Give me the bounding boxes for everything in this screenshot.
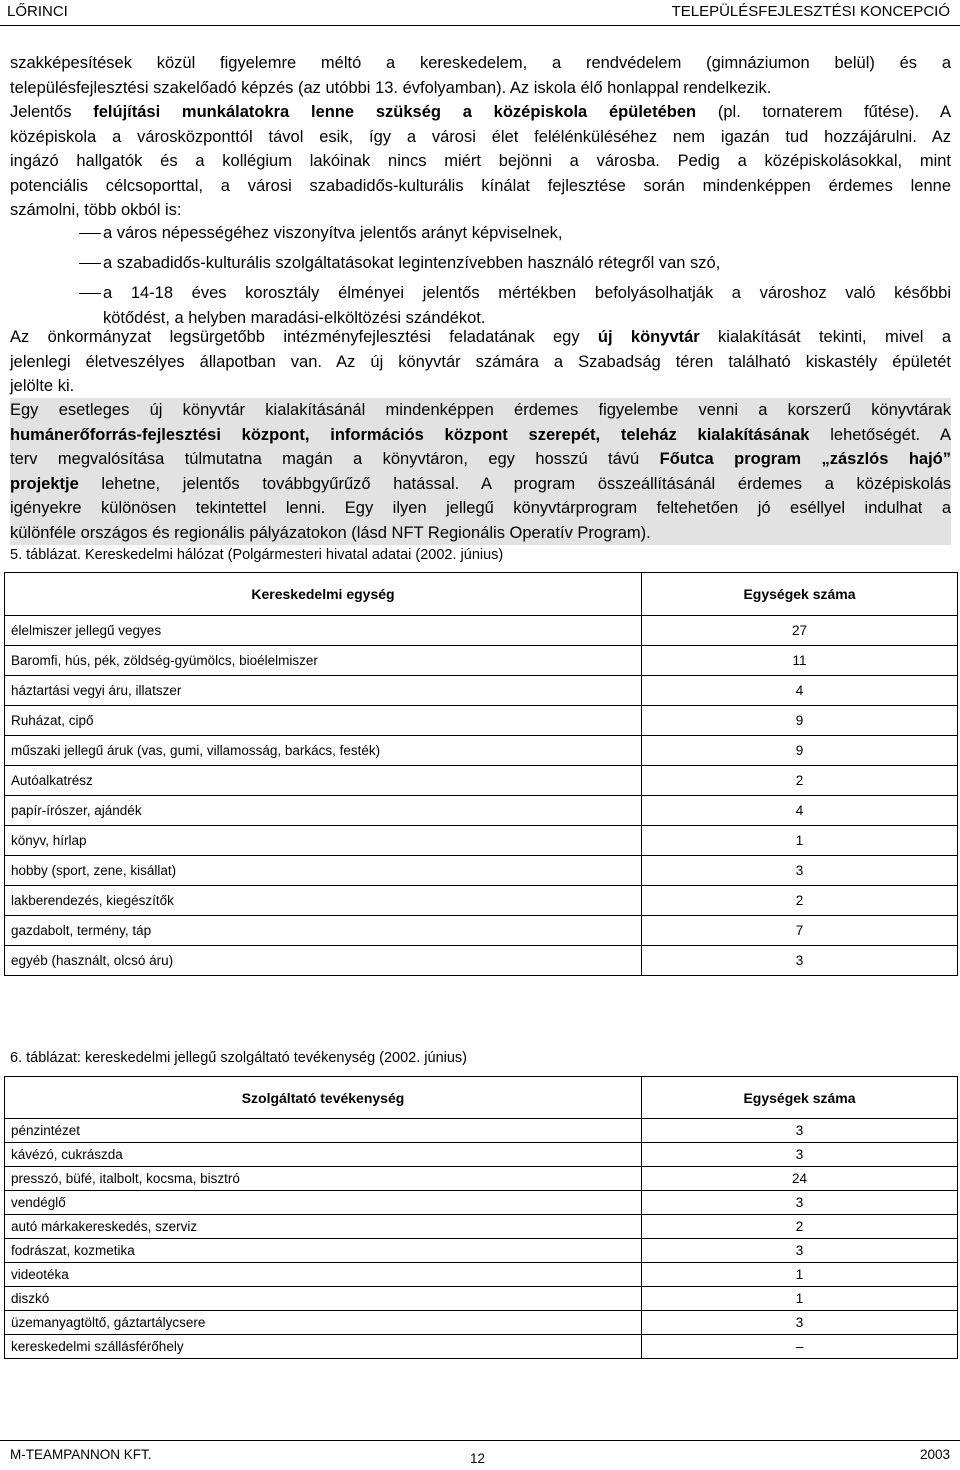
table-row: [5, 676, 958, 706]
table5-body: [5, 616, 958, 976]
table-header-row: [5, 573, 958, 616]
table-row: [5, 1119, 958, 1143]
row-label: gazdabolt, termény, táp: [5, 916, 642, 946]
text-line: humánerőforrás-fejlesztési központ, információs központ szerepét, teleház kialakításának lehetőségét. A: [10, 425, 951, 444]
row-value: 2: [642, 1215, 958, 1239]
text-line: középiskola a városközponttól távol esik, így a városi élet felélénküléséhez nem igazán tud hozzájárulni. Az: [10, 127, 951, 146]
header-title-left: LŐRINCI: [7, 3, 68, 20]
table-row: [5, 826, 958, 856]
table-row: [5, 706, 958, 736]
table-row: [5, 1311, 958, 1335]
table-row: [5, 616, 958, 646]
column-header: Kereskedelmi egység: [5, 573, 642, 616]
table-row: [5, 736, 958, 766]
dash-bullet: [79, 293, 101, 294]
row-value: 1: [642, 826, 958, 856]
bold-phrase: Főutca program „zászlós hajó”: [659, 450, 951, 468]
table-row: [5, 766, 958, 796]
row-label: háztartási vegyi áru, illatszer: [5, 676, 642, 706]
table6-caption: 6. táblázat: kereskedelmi jellegű szolgáltató tevékenység (2002. június): [10, 1050, 468, 1066]
row-value: 27: [642, 616, 958, 646]
text-line: projektje lehetne, jelentős továbbgyűrűző hatással. A program összeállításánál érdemes a középiskolás: [10, 474, 951, 493]
row-label: könyv, hírlap: [5, 826, 642, 856]
table-row: [5, 1167, 958, 1191]
table5-caption: 5. táblázat. Kereskedelmi hálózat (Polgármesteri hivatal adatai (2002. június): [10, 547, 504, 563]
row-label: presszó, büfé, italbolt, kocsma, bisztró: [5, 1167, 642, 1191]
row-label: műszaki jellegű áruk (vas, gumi, villamosság, barkács, festék): [5, 736, 642, 766]
row-value: 24: [642, 1167, 958, 1191]
row-value: 3: [642, 1119, 958, 1143]
row-value: 3: [642, 1143, 958, 1167]
dash-bullet: [79, 263, 101, 264]
text-line: Jelentős felújítási munkálatokra lenne szükség a középiskola épületében (pl. tornaterem fűtése). A: [10, 103, 951, 121]
table-row: [5, 646, 958, 676]
text-line: potenciális célcsoporttal, a városi szabadidős-kulturális kínálat fejlesztése során mindenképpen érdemes lenne: [10, 176, 951, 195]
table6-service-activities: [4, 1076, 958, 1359]
row-label: Autóalkatrész: [5, 766, 642, 796]
text-line: igényekre különösen tekintettel lenni. Egy ilyen jellegű könyvtárprogram feltehetően jó eséllyel indulhat a: [10, 499, 951, 517]
row-label: papír-írószer, ajándék: [5, 796, 642, 826]
row-label: pénzintézet: [5, 1119, 642, 1143]
row-label: fodrászat, kozmetika: [5, 1239, 642, 1263]
text-line: Az önkormányzat legsürgetőbb intézményfejlesztési feladatának egy új könyvtár kialakítását tekinti, mivel a: [10, 328, 951, 346]
row-label: vendéglő: [5, 1191, 642, 1215]
row-value: 3: [642, 1239, 958, 1263]
row-value: 3: [642, 856, 958, 886]
bold-phrase: új könyvtár: [597, 328, 700, 346]
row-label: hobby (sport, zene, kisállat): [5, 856, 642, 886]
bold-phrase: felújítási munkálatokra lenne szükség a középiskola épületében: [93, 103, 697, 121]
row-label: videotéka: [5, 1263, 642, 1287]
table5-commercial-network: [4, 572, 958, 976]
row-label: kereskedelmi szállásférőhely: [5, 1335, 642, 1359]
row-label: élelmiszer jellegű vegyes: [5, 616, 642, 646]
row-value: 9: [642, 736, 958, 766]
bold-phrase: humánerőforrás-fejlesztési központ, információs központ szerepét, teleház kialakításának: [10, 425, 810, 444]
dash-bullet: [79, 233, 101, 234]
row-value: 2: [642, 766, 958, 796]
row-value: 7: [642, 916, 958, 946]
table6-body: [5, 1119, 958, 1359]
page-header: [0, 0, 960, 26]
page-footer: [0, 1440, 960, 1470]
table-row: [5, 1335, 958, 1359]
text-line: településfejlesztési szakelőadó képzés (az utóbbi 13. évfolyamban). Az iskola élő honlappal rendelkezik.: [10, 78, 772, 97]
footer-company: M-TEAMPANNON KFT.: [10, 1447, 152, 1462]
text-line: terv megvalósítása túlmutatna magán a könyvtáron, egy hosszú távú Főutca program „zászlós hajó”: [10, 450, 951, 468]
page-number: 12: [470, 1451, 486, 1466]
row-value: 4: [642, 676, 958, 706]
row-value: 3: [642, 1311, 958, 1335]
list-item: a 14-18 éves korosztály élményei jelentős mértékben befolyásolhatják a városhoz való későbbi kötődést, a helyben maradási-elköltözési szándékot.: [10, 281, 951, 330]
table-row: [5, 1191, 958, 1215]
row-value: 3: [642, 1191, 958, 1215]
table-row: [5, 946, 958, 976]
table-row: [5, 1287, 958, 1311]
row-label: Ruházat, cipő: [5, 706, 642, 736]
text-line: számolni, több okból is:: [10, 201, 182, 219]
row-value: 1: [642, 1263, 958, 1287]
table-row: [5, 916, 958, 946]
row-value: 9: [642, 706, 958, 736]
column-header: Egységek száma: [642, 1077, 958, 1119]
row-label: diszkó: [5, 1287, 642, 1311]
table-row: [5, 1239, 958, 1263]
paragraph-secondary-school: [10, 51, 951, 223]
bold-phrase: projektje: [10, 474, 79, 493]
text-line: jelenlegi életveszélyes állapotban van. Az új könyvtár számára a Szabadság téren található kiskastély épületét: [10, 352, 951, 371]
table-row: [5, 856, 958, 886]
row-label: Baromfi, hús, pék, zöldség-gyümölcs, bioélelmiszer: [5, 646, 642, 676]
column-header: Egységek száma: [642, 573, 958, 616]
row-label: kávézó, cukrászda: [5, 1143, 642, 1167]
row-value: 1: [642, 1287, 958, 1311]
row-label: egyéb (használt, olcsó áru): [5, 946, 642, 976]
header-title-right: TELEPÜLÉSFEJLESZTÉSI KONCEPCIÓ: [671, 3, 950, 20]
table-row: [5, 1263, 958, 1287]
reason-list: [10, 221, 951, 330]
text-line: szakképesítések közül figyelemre méltó a kereskedelem, a rendvédelem (gimnáziumon belül) és a: [10, 54, 951, 72]
highlighted-paragraph: [10, 398, 951, 545]
list-item: a szabadidős-kulturális szolgáltatásokat legintenzívebben használó rétegről van szó,: [10, 251, 951, 281]
table-row: [5, 1143, 958, 1167]
row-label: lakberendezés, kiegészítők: [5, 886, 642, 916]
row-value: –: [642, 1335, 958, 1359]
row-label: üzemanyagtöltő, gáztartálycsere: [5, 1311, 642, 1335]
row-value: 3: [642, 946, 958, 976]
text-line: különféle országos és regionális pályázatokon (lásd NFT Regionális Operatív Program).: [10, 523, 651, 542]
column-header: Szolgáltató tevékenység: [5, 1077, 642, 1119]
row-value: 2: [642, 886, 958, 916]
text-line: ingázó hallgatók és a kollégium lakóinak nincs miért bejönni a városba. Pedig a középiskolásokkal, mint: [10, 152, 951, 170]
row-value: 11: [642, 646, 958, 676]
footer-year: 2003: [919, 1447, 950, 1462]
table-row: [5, 886, 958, 916]
text-line: jelölte ki.: [10, 377, 75, 395]
text-line: Egy esetleges új könyvtár kialakításánál mindenképpen érdemes figyelembe venni a korszerű könyvtárak: [10, 401, 951, 419]
list-item: a város népességéhez viszonyítva jelentős arányt képviselnek,: [10, 221, 951, 251]
row-value: 4: [642, 796, 958, 826]
table-header-row: [5, 1077, 958, 1119]
row-label: autó márkakereskedés, szerviz: [5, 1215, 642, 1239]
table-row: [5, 1215, 958, 1239]
table-row: [5, 796, 958, 826]
paragraph-library: [10, 325, 951, 399]
